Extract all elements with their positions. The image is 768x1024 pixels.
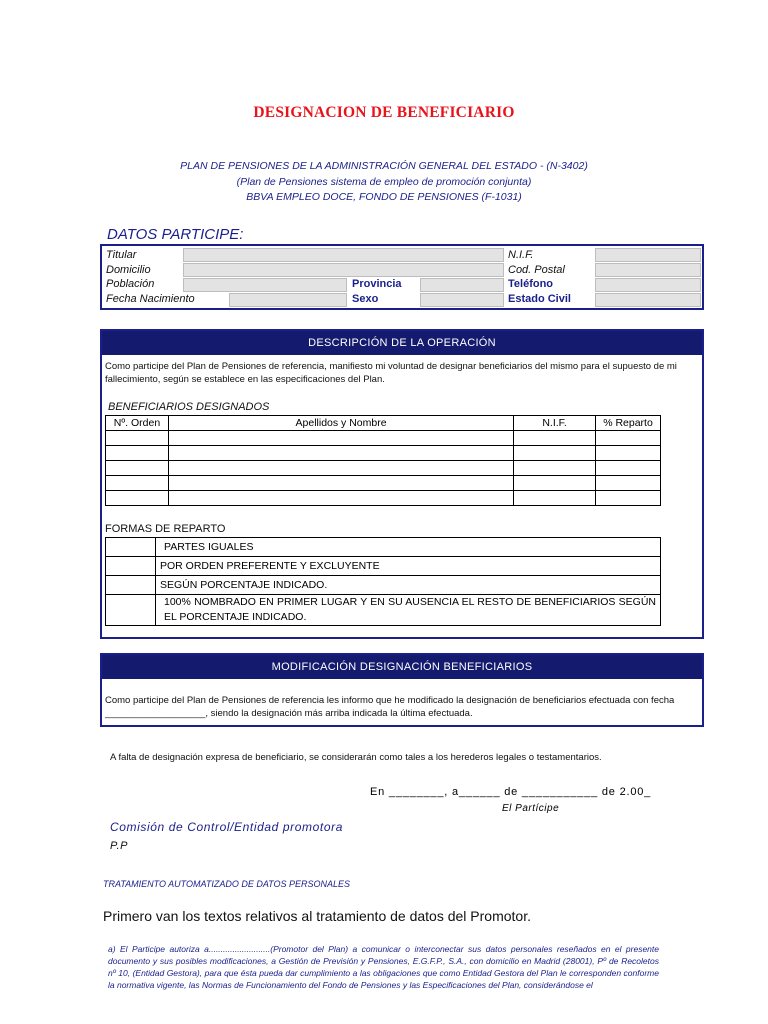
modificacion-text: Como participe del Plan de Pensiones de referencia les informo que he modificado la designación de beneficiarios efectuada con fecha ___________________, siendo la designación más arriba indicada la última efectuada. xyxy=(105,695,675,719)
forma-partes-iguales: PARTES IGUALES xyxy=(156,538,661,557)
promotor-intro-text: Primero van los textos relativos al tratamiento de datos del Promotor. xyxy=(103,908,531,924)
col-nif: N.I.F. xyxy=(514,416,596,431)
table-header-row xyxy=(106,416,661,431)
nif-field[interactable] xyxy=(595,248,701,262)
telefono-field[interactable] xyxy=(595,278,701,292)
forma-checkbox[interactable] xyxy=(106,557,156,576)
modificacion-header: MODIFICACIÓN DESIGNACIÓN BENEFICIARIOS xyxy=(102,655,702,679)
provincia-field[interactable] xyxy=(420,278,504,292)
forma-row[interactable] xyxy=(106,595,661,626)
cod-postal-field[interactable] xyxy=(595,263,701,277)
sexo-field[interactable] xyxy=(420,293,504,307)
table-row[interactable] xyxy=(106,431,661,446)
col-nombre: Apellidos y Nombre xyxy=(168,416,513,431)
forma-checkbox[interactable] xyxy=(106,576,156,595)
fund-name: BBVA EMPLEO DOCE, FONDO DE PENSIONES (F-1031) xyxy=(246,191,522,203)
col-reparto: % Reparto xyxy=(596,416,661,431)
autorizacion-paragraph: a) El Participe autoriza a..........................(Promotor del Plan) a comunicar o interconectar sus datos personales reseñados en el presente documento y sus posibles modificaciones, a Gestión de Previsión y Pensiones, E.G.F.P., S.A., con domicilio en Madrid (28001), Pº de Recoletos nº 10, (Entidad Gestora), para que ésta pueda dar cumplimiento a las obligaciones que como Entidad Gestora del Plan le corresponden conforme la normativa vigente, las Normas de Funcionamiento del Fondo de Pensiones y las Especificaciones del Plan, considerándose el xyxy=(108,944,659,990)
formas-table xyxy=(105,537,661,626)
forma-checkbox[interactable] xyxy=(106,538,156,557)
forma-cien-por-cien: 100% NOMBRADO EN PRIMER LUGAR Y EN SU AUSENCIA EL RESTO DE BENEFICIARIOS SEGÚN EL PORCENTAJE INDICADO. xyxy=(156,595,661,626)
datos-participe-heading: DATOS PARTICIPE: xyxy=(107,226,244,243)
document-title: DESIGNACION DE BENEFICIARIO xyxy=(253,104,515,121)
forma-row[interactable] xyxy=(106,576,661,595)
sexo-label: Sexo xyxy=(352,293,379,305)
forma-checkbox[interactable] xyxy=(106,595,156,626)
domicilio-label: Domicilio xyxy=(106,264,151,276)
titular-label: Titular xyxy=(106,249,137,261)
beneficiarios-table xyxy=(105,415,661,506)
operacion-header: DESCRIPCIÓN DE LA OPERACIÓN xyxy=(102,331,702,355)
nif-label: N.I.F. xyxy=(508,249,534,261)
forma-porcentaje: SEGÚN PORCENTAJE INDICADO. xyxy=(156,576,661,595)
pp-label: P.P xyxy=(110,840,129,852)
titular-field[interactable] xyxy=(183,248,504,262)
col-orden: Nº. Orden xyxy=(106,416,169,431)
table-row[interactable] xyxy=(106,476,661,491)
estado-civil-field[interactable] xyxy=(595,293,701,307)
plan-type: (Plan de Pensiones sistema de empleo de promoción conjunta) xyxy=(236,176,532,188)
formas-label: FORMAS DE REPARTO xyxy=(105,523,226,535)
provincia-label: Provincia xyxy=(352,278,402,290)
domicilio-field[interactable] xyxy=(183,263,504,277)
beneficiarios-label: BENEFICIARIOS DESIGNADOS xyxy=(108,401,270,413)
table-row[interactable] xyxy=(106,461,661,476)
table-row[interactable] xyxy=(106,446,661,461)
firma-participe-label: El Partícipe xyxy=(502,803,560,814)
forma-orden-preferente: POR ORDEN PREFERENTE Y EXCLUYENTE xyxy=(156,557,661,576)
cod-postal-label: Cod. Postal xyxy=(508,264,565,276)
poblacion-label: Población xyxy=(106,278,155,290)
estado-civil-label: Estado Civil xyxy=(508,293,571,305)
forma-row[interactable] xyxy=(106,538,661,557)
falta-designacion-text: A falta de designación expresa de beneficiario, se considerarán como tales a los herederos legales o testamentarios. xyxy=(110,752,602,763)
fecha-nacimiento-field[interactable] xyxy=(229,293,347,307)
table-row[interactable] xyxy=(106,491,661,506)
forma-row[interactable] xyxy=(106,557,661,576)
comision-control-label: Comisión de Control/Entidad promotora xyxy=(110,820,343,834)
poblacion-field[interactable] xyxy=(183,278,347,292)
tratamiento-heading: TRATAMIENTO AUTOMATIZADO DE DATOS PERSONALES xyxy=(103,879,351,889)
plan-name: PLAN DE PENSIONES DE LA ADMINISTRACIÓN GENERAL DEL ESTADO - (N-3402) xyxy=(180,160,588,172)
fecha-nacimiento-label: Fecha Nacimiento xyxy=(106,293,195,305)
operacion-text: Como participe del Plan de Pensiones de referencia, manifiesto mi voluntad de designar beneficiarios del mismo para el supuesto de mi fallecimiento, según se establece en las especificaciones del Plan. xyxy=(105,361,677,385)
telefono-label: Teléfono xyxy=(508,278,554,290)
firma-lugar-fecha: En ________, a______ de ___________ de 2.00_ xyxy=(370,786,652,798)
